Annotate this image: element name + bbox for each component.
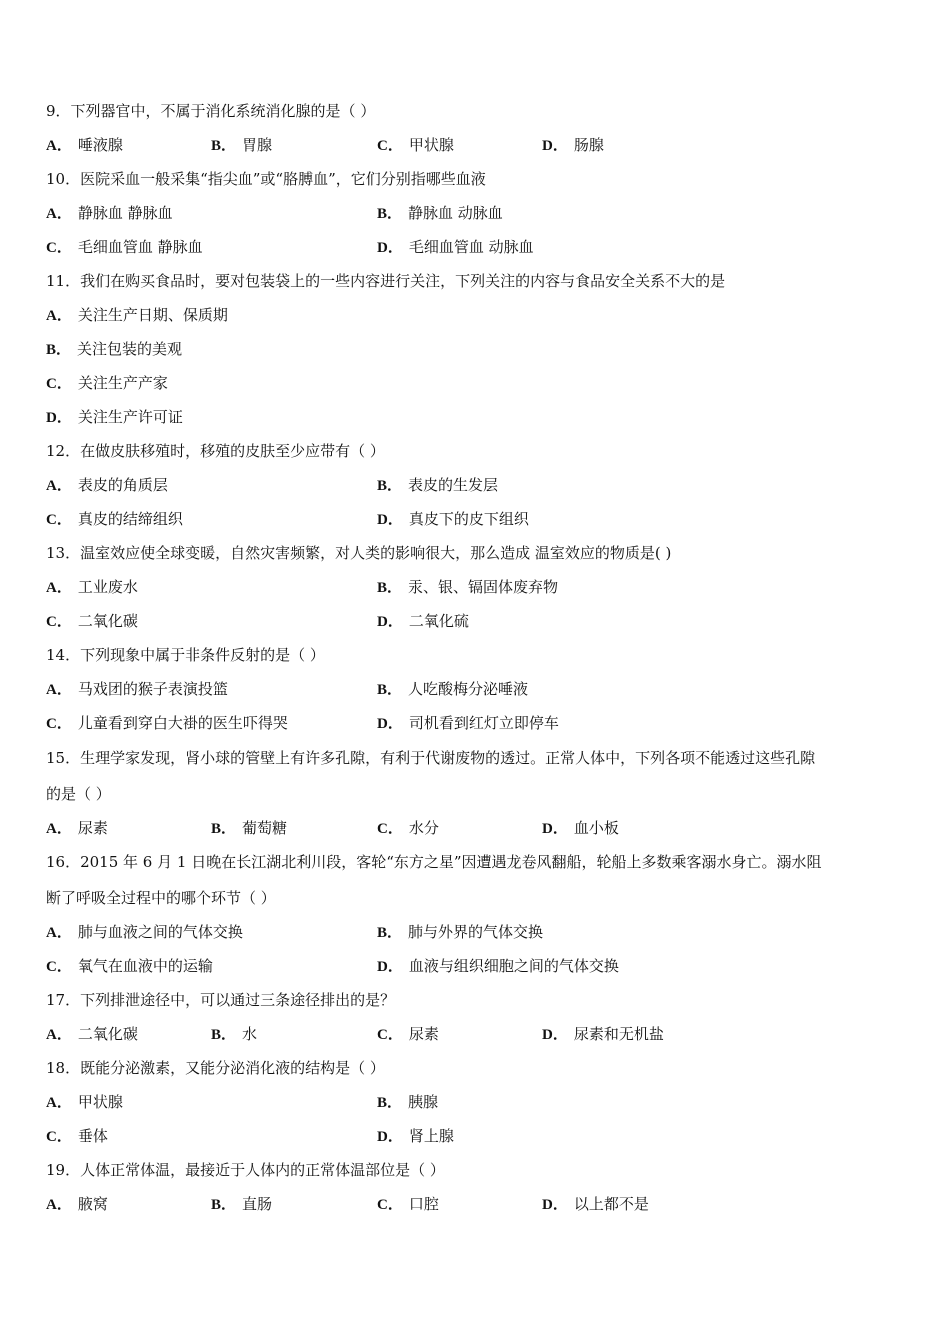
- option-a: A． 二氧化碳: [46, 1025, 138, 1043]
- option-d: D． 血小板: [542, 819, 619, 837]
- option-b: B． 静脉血 动脉血: [377, 204, 503, 222]
- question-stem-continued: 断了呼吸全过程中的哪个环节（ ）: [46, 889, 276, 907]
- option-a: A． 马戏团的猴子表演投篮: [46, 680, 228, 698]
- option-b: B． 葡萄糖: [211, 819, 288, 837]
- option-b: B． 人吃酸梅分泌唾液: [377, 680, 529, 698]
- question-stem: 15．生理学家发现，肾小球的管壁上有许多孔隙，有利于代谢废物的透过。正常人体中，下列各项不能透过这些孔隙: [46, 749, 816, 767]
- option-d: D． 尿素和无机盐: [542, 1025, 664, 1043]
- option-d: D． 关注生产许可证: [46, 408, 183, 426]
- question-stem: 10．医院采血一般采集“指尖血”或“胳膊血”，它们分别指哪些血液: [46, 170, 486, 188]
- option-d: D． 肾上腺: [377, 1127, 454, 1145]
- option-c: C． 关注生产产家: [46, 374, 168, 392]
- option-c: C． 儿童看到穿白大褂的医生吓得哭: [46, 714, 288, 732]
- question-stem: 18．既能分泌激素，又能分泌消化液的结构是（ ）: [46, 1059, 385, 1077]
- option-d: D． 毛细血管血 动脉血: [377, 238, 534, 256]
- option-b: B． 肺与外界的气体交换: [377, 923, 544, 941]
- option-d: D． 血液与组织细胞之间的气体交换: [377, 957, 619, 975]
- option-b: B． 水: [211, 1025, 258, 1043]
- question-stem: 11．我们在购买食品时，要对包装袋上的一些内容进行关注，下列关注的内容与食品安全关系不大的是: [46, 272, 726, 290]
- option-d: D． 二氧化硫: [377, 612, 469, 630]
- question-stem: 13．温室效应使全球变暖，自然灾害频繁，对人类的影响很大，那么造成 温室效应的物质是( ): [46, 544, 672, 562]
- option-a: A． 唾液腺: [46, 136, 123, 154]
- option-a: A． 肺与血液之间的气体交换: [46, 923, 243, 941]
- option-c: C． 真皮的结缔组织: [46, 510, 183, 528]
- option-a: A． 工业废水: [46, 578, 138, 596]
- option-a: A． 腋窝: [46, 1195, 108, 1213]
- option-c: C． 水分: [377, 819, 439, 837]
- option-b: B． 关注包装的美观: [46, 340, 183, 358]
- option-c: C． 毛细血管血 静脉血: [46, 238, 203, 256]
- option-b: B． 胃腺: [211, 136, 273, 154]
- option-b: B． 直肠: [211, 1195, 273, 1213]
- option-c: C． 二氧化碳: [46, 612, 138, 630]
- option-b: B． 汞、银、镉固体废弃物: [377, 578, 559, 596]
- option-a: A． 甲状腺: [46, 1093, 123, 1111]
- option-a: A． 静脉血 静脉血: [46, 204, 173, 222]
- question-stem: 14．下列现象中属于非条件反射的是（ ）: [46, 646, 325, 664]
- option-d: D． 肠腺: [542, 136, 604, 154]
- option-c: C． 口腔: [377, 1195, 439, 1213]
- option-a: A． 尿素: [46, 819, 108, 837]
- question-stem-continued: 的是（ ）: [46, 785, 111, 803]
- option-d: D． 真皮下的皮下组织: [377, 510, 529, 528]
- option-b: B． 表皮的生发层: [377, 476, 499, 494]
- question-stem: 19．人体正常体温，最接近于人体内的正常体温部位是（ ）: [46, 1161, 445, 1179]
- option-c: C． 尿素: [377, 1025, 439, 1043]
- option-c: C． 垂体: [46, 1127, 108, 1145]
- question-stem: 17．下列排泄途径中，可以通过三条途径排出的是？: [46, 991, 396, 1009]
- option-d: D． 司机看到红灯立即停车: [377, 714, 559, 732]
- question-stem: 9．下列器官中，不属于消化系统消化腺的是（ ）: [46, 102, 376, 120]
- option-a: A． 关注生产日期、保质期: [46, 306, 228, 324]
- option-d: D． 以上都不是: [542, 1195, 649, 1213]
- option-a: A． 表皮的角质层: [46, 476, 168, 494]
- option-c: C． 氧气在血液中的运输: [46, 957, 213, 975]
- option-b: B． 胰腺: [377, 1093, 439, 1111]
- option-c: C． 甲状腺: [377, 136, 454, 154]
- question-stem: 16．2015 年 6 月 1 日晚在长江湖北利川段，客轮“东方之星”因遭遇龙卷风翻船，轮船上多数乘客溺水身亡。溺水阻: [46, 853, 822, 871]
- question-stem: 12．在做皮肤移殖时，移殖的皮肤至少应带有（ ）: [46, 442, 385, 460]
